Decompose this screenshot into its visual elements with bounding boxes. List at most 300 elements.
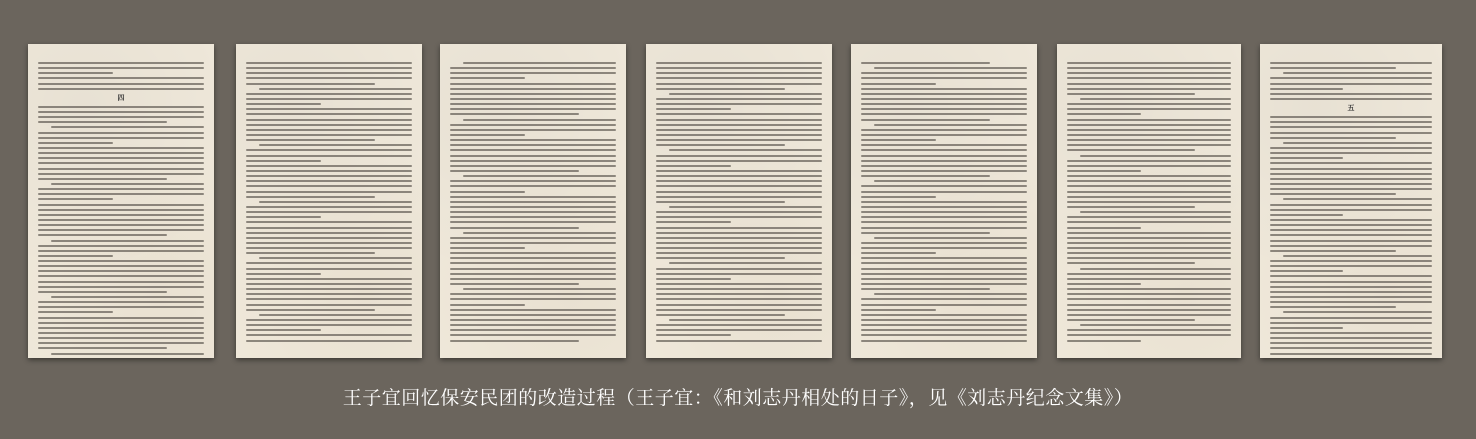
text-line — [861, 211, 1027, 213]
text-line — [1067, 113, 1141, 115]
text-line — [1270, 88, 1343, 90]
text-line — [861, 129, 1027, 131]
text-line — [1270, 62, 1432, 64]
text-line — [51, 240, 204, 242]
text-line — [38, 204, 204, 206]
text-line — [51, 183, 204, 185]
text-line — [1067, 93, 1195, 95]
text-line — [861, 206, 1027, 208]
text-line — [38, 255, 113, 257]
text-line — [1067, 124, 1231, 126]
text-line — [1067, 288, 1231, 290]
text-line — [450, 329, 616, 331]
text-line — [1067, 278, 1231, 280]
text-line — [861, 93, 1027, 95]
text-line — [38, 214, 204, 216]
text-line — [38, 88, 204, 90]
text-line — [1067, 221, 1231, 223]
text-line — [656, 293, 822, 295]
text-line — [38, 234, 167, 236]
text-line — [861, 298, 1027, 300]
text-line — [1270, 83, 1432, 85]
text-line — [450, 77, 525, 79]
text-line — [656, 196, 822, 198]
text-line — [1270, 240, 1432, 242]
text-line — [1270, 296, 1432, 298]
text-line — [656, 144, 785, 146]
section-heading: 四 — [117, 92, 125, 102]
text-line — [246, 170, 412, 172]
text-line — [38, 67, 204, 69]
book-page — [28, 44, 214, 358]
text-line — [656, 211, 822, 213]
text-line — [38, 193, 204, 195]
text-line — [656, 298, 822, 300]
text-line — [874, 237, 1027, 239]
text-line — [246, 211, 412, 213]
text-line — [1067, 206, 1195, 208]
text-line — [861, 72, 1027, 74]
text-line — [246, 278, 412, 280]
text-line — [1270, 193, 1396, 195]
text-line — [656, 283, 822, 285]
text-line — [1067, 185, 1231, 187]
text-line — [450, 340, 579, 342]
book-page — [440, 44, 626, 358]
text-line — [656, 304, 822, 306]
text-line — [861, 155, 1027, 157]
text-line — [1270, 260, 1432, 262]
text-line — [450, 206, 616, 208]
text-line — [861, 309, 936, 311]
text-line — [1067, 165, 1231, 167]
text-line — [1067, 340, 1141, 342]
text-line — [450, 93, 616, 95]
text-line — [861, 88, 1027, 90]
text-line — [38, 301, 204, 303]
text-line — [1270, 250, 1396, 252]
text-line — [246, 242, 412, 244]
text-line — [246, 124, 412, 126]
text-line — [38, 157, 204, 159]
text-line — [38, 72, 113, 74]
text-line — [246, 155, 412, 157]
text-line — [656, 165, 731, 167]
text-line — [656, 309, 822, 311]
text-line — [656, 72, 822, 74]
text-line — [38, 121, 167, 123]
text-line — [1283, 311, 1432, 313]
text-line — [656, 340, 822, 342]
text-line — [246, 119, 412, 121]
text-line — [450, 309, 616, 311]
text-line — [656, 67, 822, 69]
text-line — [861, 83, 936, 85]
text-line — [246, 273, 321, 275]
text-line — [1270, 224, 1432, 226]
text-line — [656, 288, 822, 290]
text-line — [246, 134, 412, 136]
text-line — [38, 342, 204, 344]
text-line — [861, 165, 1027, 167]
text-line — [450, 293, 616, 295]
text-line — [246, 252, 375, 254]
text-line — [38, 77, 204, 79]
text-line — [246, 340, 412, 342]
text-line — [1067, 216, 1231, 218]
text-line — [450, 88, 616, 90]
text-line — [861, 98, 1027, 100]
text-line — [861, 149, 1027, 151]
text-line — [1067, 62, 1231, 64]
text-line — [1270, 188, 1432, 190]
text-line — [450, 298, 616, 300]
text-line — [1067, 160, 1231, 162]
text-line — [656, 62, 822, 64]
text-line — [1270, 93, 1432, 95]
book-page — [1057, 44, 1241, 358]
text-line — [1067, 334, 1231, 336]
text-line — [1270, 301, 1432, 303]
text-line — [246, 268, 412, 270]
text-line — [1270, 162, 1432, 164]
text-line — [246, 237, 412, 239]
text-line — [246, 72, 412, 74]
text-line — [450, 257, 616, 259]
text-line — [874, 124, 1027, 126]
text-line — [450, 252, 616, 254]
text-line — [656, 108, 731, 110]
text-line — [669, 93, 822, 95]
text-line — [1270, 332, 1432, 334]
text-line — [1080, 98, 1231, 100]
text-line — [1270, 265, 1432, 267]
text-line — [861, 170, 1027, 172]
book-page — [236, 44, 422, 358]
text-line — [450, 242, 616, 244]
text-line — [259, 257, 412, 259]
text-line — [861, 139, 936, 141]
text-line — [1270, 98, 1432, 100]
text-line — [246, 288, 412, 290]
text-line — [861, 201, 1027, 203]
text-line — [450, 155, 616, 157]
book-page — [1260, 44, 1442, 358]
text-line — [656, 227, 822, 229]
text-line — [1067, 283, 1141, 285]
text-line — [1270, 147, 1432, 149]
text-line — [38, 275, 204, 277]
text-line — [246, 108, 412, 110]
text-line — [38, 162, 204, 164]
text-line — [38, 116, 204, 118]
text-line — [38, 106, 204, 108]
text-line — [450, 134, 525, 136]
text-line — [450, 149, 616, 151]
text-line — [450, 180, 616, 182]
text-line — [1270, 281, 1432, 283]
text-line — [861, 119, 990, 121]
text-line — [1067, 314, 1231, 316]
text-line — [38, 291, 167, 293]
text-line — [1067, 247, 1231, 249]
text-line — [656, 77, 822, 79]
text-line — [450, 304, 525, 306]
text-line — [1270, 157, 1343, 159]
text-line — [259, 201, 412, 203]
text-line — [861, 144, 1027, 146]
text-line — [38, 317, 204, 319]
text-line — [450, 72, 616, 74]
text-line — [861, 324, 1027, 326]
text-line — [1270, 209, 1432, 211]
text-line — [861, 288, 990, 290]
text-line — [450, 129, 616, 131]
text-line — [450, 268, 616, 270]
text-line — [656, 334, 731, 336]
text-line — [656, 247, 822, 249]
text-line — [38, 245, 204, 247]
text-line — [656, 257, 785, 259]
text-line — [246, 227, 412, 229]
text-line — [450, 113, 579, 115]
text-line — [656, 170, 822, 172]
text-line — [463, 119, 616, 121]
text-line — [450, 67, 616, 69]
text-line — [246, 232, 412, 234]
text-line — [1270, 121, 1432, 123]
text-line — [656, 324, 822, 326]
text-line — [656, 278, 731, 280]
text-line — [246, 83, 375, 85]
text-line — [1270, 77, 1432, 79]
text-line — [861, 196, 936, 198]
text-line — [259, 314, 412, 316]
text-line — [450, 324, 616, 326]
text-line — [1067, 175, 1231, 177]
text-line — [1067, 232, 1231, 234]
text-line — [1080, 324, 1231, 326]
text-line — [1270, 347, 1432, 349]
text-line — [246, 298, 412, 300]
text-line — [246, 67, 412, 69]
text-line — [656, 103, 822, 105]
text-line — [246, 319, 412, 321]
text-line — [656, 83, 822, 85]
text-line — [1270, 245, 1432, 247]
text-line — [874, 67, 1027, 69]
text-line — [246, 149, 412, 151]
text-line — [656, 155, 822, 157]
text-line — [669, 319, 822, 321]
text-line — [1067, 83, 1231, 85]
text-line — [246, 113, 412, 115]
text-line — [38, 286, 204, 288]
text-line — [38, 322, 204, 324]
text-line — [861, 134, 1027, 136]
text-line — [450, 221, 616, 223]
text-line — [450, 283, 579, 285]
text-line — [1067, 72, 1231, 74]
text-line — [861, 257, 1027, 259]
text-line — [463, 62, 616, 64]
text-line — [450, 165, 616, 167]
text-line — [861, 185, 1027, 187]
text-line — [1067, 129, 1231, 131]
text-line — [861, 252, 936, 254]
text-line — [861, 247, 1027, 249]
text-line — [656, 160, 822, 162]
text-line — [861, 103, 1027, 105]
text-line — [246, 221, 412, 223]
text-line — [246, 304, 412, 306]
text-line — [1283, 198, 1432, 200]
text-line — [38, 83, 204, 85]
text-line — [1270, 137, 1396, 139]
text-line — [656, 180, 822, 182]
text-line — [1067, 191, 1231, 193]
text-line — [450, 314, 616, 316]
text-line — [450, 83, 616, 85]
text-line — [1067, 196, 1231, 198]
text-line — [1067, 103, 1231, 105]
text-line — [51, 126, 204, 128]
text-line — [246, 103, 321, 105]
text-line — [1067, 149, 1195, 151]
text-line — [450, 103, 616, 105]
text-line — [38, 306, 204, 308]
text-line — [1270, 322, 1432, 324]
text-line — [656, 216, 822, 218]
text-line — [861, 242, 1027, 244]
text-line — [1270, 116, 1432, 118]
text-line — [1283, 72, 1432, 74]
text-line — [246, 165, 412, 167]
text-line — [1270, 286, 1432, 288]
text-line — [38, 168, 204, 170]
text-line — [450, 334, 616, 336]
text-line — [861, 278, 1027, 280]
text-line — [450, 185, 616, 187]
text-line — [450, 237, 616, 239]
text-line — [38, 337, 204, 339]
text-line — [1080, 155, 1231, 157]
text-line — [450, 227, 579, 229]
text-line — [246, 324, 412, 326]
text-line — [656, 134, 822, 136]
text-line — [1067, 319, 1195, 321]
text-line — [246, 62, 412, 64]
text-line — [38, 332, 204, 334]
text-line — [1270, 229, 1432, 231]
text-line — [1067, 309, 1231, 311]
text-line — [861, 160, 1027, 162]
text-line — [51, 296, 204, 298]
text-line — [861, 304, 1027, 306]
text-line — [656, 175, 822, 177]
text-line — [861, 62, 990, 64]
text-line — [656, 98, 822, 100]
text-line — [246, 283, 412, 285]
text-line — [1067, 237, 1231, 239]
text-line — [861, 314, 1027, 316]
text-line — [450, 216, 616, 218]
text-line — [246, 139, 375, 141]
text-line — [669, 149, 822, 151]
text-line — [38, 260, 204, 262]
book-page — [851, 44, 1037, 358]
text-line — [1270, 342, 1432, 344]
text-line — [38, 219, 204, 221]
text-line — [246, 191, 412, 193]
text-line — [450, 319, 616, 321]
text-line — [861, 232, 990, 234]
text-line — [38, 111, 204, 113]
text-line — [861, 283, 1027, 285]
text-line — [450, 98, 616, 100]
text-line — [1067, 227, 1141, 229]
text-line — [1270, 168, 1432, 170]
text-line — [1067, 134, 1231, 136]
text-line — [38, 178, 167, 180]
text-line — [656, 314, 785, 316]
text-line — [246, 334, 412, 336]
text-line — [450, 211, 616, 213]
text-line — [1067, 298, 1231, 300]
text-line — [1270, 306, 1396, 308]
text-line — [51, 353, 204, 355]
text-line — [38, 224, 204, 226]
text-line — [38, 327, 204, 329]
text-line — [246, 309, 375, 311]
text-line — [1270, 234, 1432, 236]
text-line — [246, 329, 321, 331]
text-line — [38, 270, 204, 272]
text-line — [450, 160, 616, 162]
text-line — [669, 206, 822, 208]
caption: 王子宜回忆保安民团的改造过程（王子宜：《和刘志丹相处的日子》，见《刘志丹纪念文集》） — [342, 387, 1134, 409]
text-line — [38, 229, 204, 231]
text-line — [656, 119, 822, 121]
text-line — [450, 108, 616, 110]
text-line — [38, 188, 204, 190]
text-line — [38, 152, 204, 154]
text-line — [246, 77, 412, 79]
text-line — [1067, 144, 1231, 146]
text-line — [1270, 152, 1432, 154]
text-line — [656, 242, 822, 244]
text-line — [1270, 173, 1432, 175]
text-line — [1067, 88, 1231, 90]
text-line — [246, 185, 412, 187]
text-line — [656, 273, 822, 275]
book-page — [646, 44, 832, 358]
text-line — [450, 196, 616, 198]
text-line — [38, 132, 204, 134]
text-line — [38, 173, 204, 175]
text-line — [1067, 273, 1231, 275]
text-line — [246, 93, 412, 95]
text-line — [861, 273, 1027, 275]
text-line — [450, 247, 525, 249]
text-line — [861, 334, 1027, 336]
text-line — [1270, 183, 1432, 185]
text-line — [1283, 255, 1432, 257]
text-line — [1270, 126, 1432, 128]
text-line — [1080, 211, 1231, 213]
text-line — [1270, 67, 1396, 69]
text-line — [450, 144, 616, 146]
